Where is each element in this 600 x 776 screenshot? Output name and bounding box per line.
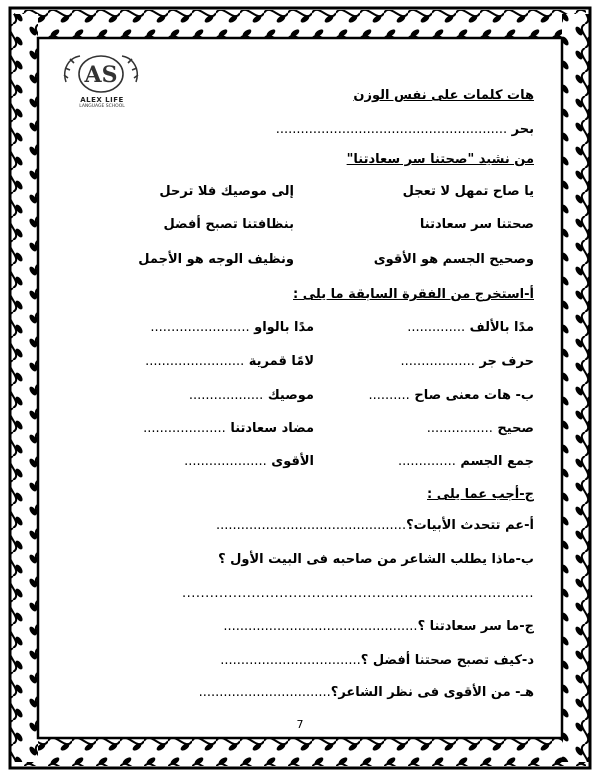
meaning-item: موصيك ..................	[188, 388, 314, 403]
answer-blank: ........................	[150, 320, 250, 335]
meaning-item: ب- هات معنى صاح ..........	[368, 388, 534, 403]
answer-blank: ..............	[397, 454, 456, 469]
question-item: د-كيف تصبح صحتنا أفضل ؟..................................	[220, 653, 534, 668]
answer-blank: ........................................................	[275, 122, 508, 137]
meaning-item: الأقوى ....................	[184, 454, 314, 469]
school-name: ALEX LIFE	[80, 96, 124, 104]
extract-item: حرف جر ..................	[400, 354, 534, 369]
answer-blank-line	[182, 586, 534, 601]
answer-blank: ................	[426, 421, 493, 436]
answer-blank: ....................	[143, 421, 226, 436]
section-title-rhyme: هات كلمات على نفس الوزن	[353, 88, 534, 103]
answer-blank: ............................................................................	[181, 586, 534, 601]
poem-verse-1a: يا صاح تمهل لا تعجل	[402, 184, 534, 199]
poem-verse-3a: وصحيح الجسم هو الأقوى	[373, 252, 534, 267]
page-number: 7	[296, 718, 304, 731]
answer-blank: ..................	[400, 354, 475, 369]
meaning-item: مضاد سعادتنا ....................	[143, 421, 314, 436]
answer-blank: ........................	[145, 354, 245, 369]
poem-verse-1b: إلى موصيك فلا ترحل	[159, 184, 294, 199]
question-a-title: أ-استخرج من الفقرة السابقة ما يلى :	[293, 287, 534, 302]
svg-text:AS: AS	[84, 62, 118, 88]
answer-blank: ..................................	[220, 653, 361, 668]
answer-blank: ...............................................	[223, 619, 418, 634]
rhyme-word: بحر	[511, 122, 534, 137]
poem-title: من نشيد "صحتنا سر سعادتنا"	[346, 152, 534, 167]
extract-item: مدًا بالألف ..............	[407, 320, 534, 335]
answer-blank: ..............	[407, 320, 466, 335]
extract-item: لامًا قمرية ........................	[145, 354, 314, 369]
answer-blank: ..................	[188, 388, 264, 403]
rhyme-item	[276, 122, 534, 137]
poem-verse-2a: صحتنا سر سعادتنا	[419, 217, 534, 232]
answer-blank: ................................	[198, 685, 331, 700]
question-item: ج-ما سر سعادتنا ؟...............................................	[223, 619, 534, 634]
extract-item: مدًا بالواو ........................	[150, 320, 314, 335]
answer-blank: ..............................................	[215, 518, 407, 533]
question-c-title: ج-أجب عما يلى :	[427, 487, 534, 502]
answer-blank: ..........	[368, 388, 410, 403]
poem-verse-3b: ونظيف الوجه هو الأجمل	[138, 252, 294, 267]
poem-verse-2b: بنظافتنا تصبح أفضل	[163, 217, 294, 232]
school-subtitle: LANGUAGE SCHOOL	[79, 104, 125, 109]
question-item: أ-عم تتحدث الأبيات؟..............................................	[215, 518, 534, 533]
answer-blank: ....................	[184, 454, 267, 469]
meaning-item: جمع الجسم ..............	[397, 454, 534, 469]
meaning-item: صحيح ................	[426, 421, 534, 436]
question-item: هـ- من الأقوى فى نظر الشاعر؟................................	[198, 685, 534, 700]
question-item: ب-ماذا يطلب الشاعر من صاحبه فى البيت الأول ؟	[218, 552, 534, 567]
